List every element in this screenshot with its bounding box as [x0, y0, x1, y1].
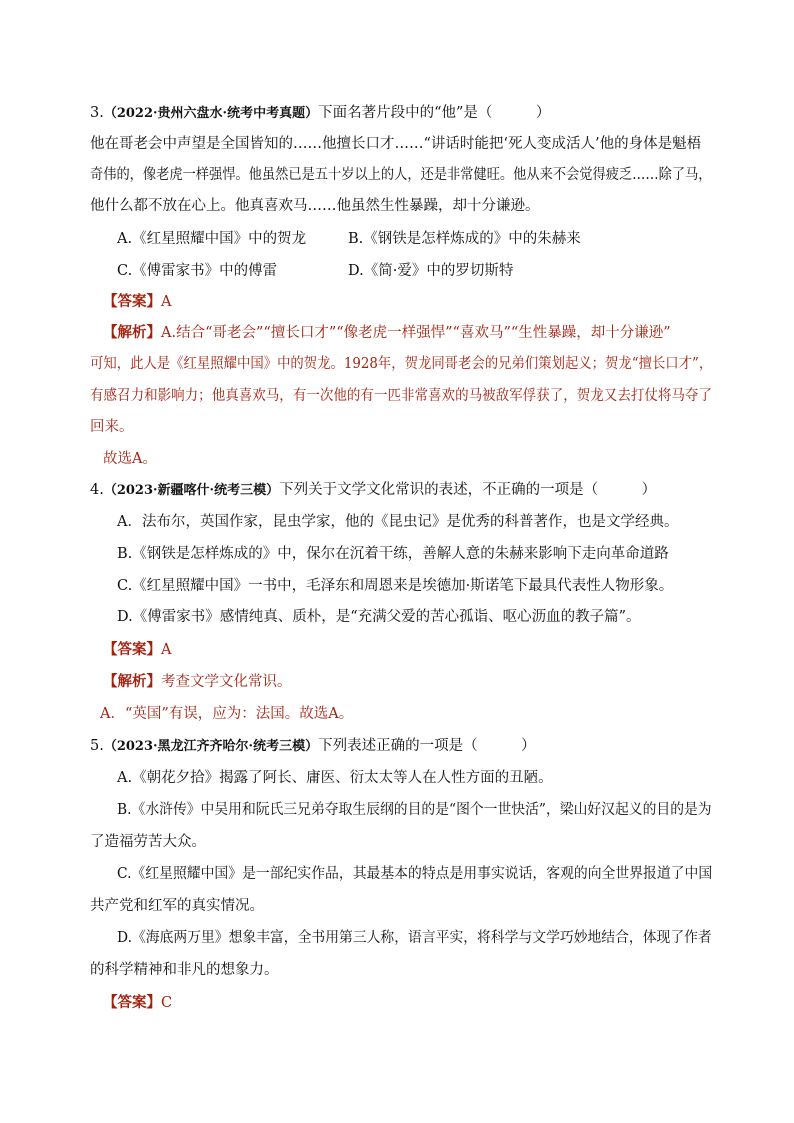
q3-source: （2022·贵州六盘水·统考中考真题）	[103, 106, 319, 121]
q3-stem: 下面名著片段中的“他”是（ ）	[318, 105, 551, 121]
q3-option-c: C.《傅雷家书》中的傅雷	[117, 263, 278, 279]
q4-answer-value: A	[161, 642, 172, 658]
q4-stem-line	[90, 480, 656, 501]
q5-option-b-line-1: B.《水浒传》中吴用和阮氏三兄弟夺取生辰纲的目的是“图个一世快活”，梁山好汉起义的目的是为	[117, 802, 712, 818]
q5-stem: 下列表述正确的一项是（ ）	[318, 738, 536, 754]
q5-option-c-line-2: 共产党和红军的真实情况。	[90, 898, 264, 914]
q3-analysis-line-4: 回来。	[90, 419, 134, 435]
q4-analysis-tag: 【解析】	[103, 673, 161, 690]
q3-passage-line-2: 奇伟的，像老虎一样强悍。他虽然已是五十岁以上的人，还是非常健旺。他从来不会觉得疲乏……除了马，	[90, 167, 712, 183]
q3-number: 3.	[90, 105, 104, 121]
q5-answer-tag: 【答案】	[103, 994, 161, 1011]
q5-option-c-line-1: C.《红星照耀中国》是一部纪实作品，其最基本的特点是用事实说话，客观的向全世界报道了中国	[117, 866, 713, 882]
q4-number: 4.	[90, 482, 104, 498]
q5-option-a: A.《朝花夕拾》揭露了阿长、庸医、衍太太等人在人性方面的丑陋。	[117, 770, 553, 786]
q3-analysis-line-3: 有感召力和影响力；他真喜欢马，有一次他的有一匹非常喜欢的马被敌军俘获了，贺龙又去打仗将马夺了	[90, 388, 712, 404]
q4-analysis-text: 考查文学文化常识。	[161, 674, 292, 690]
q3-analysis-text-1: A.结合“哥老会”“擅长口才”“像老虎一样强悍”“喜欢马”“生性暴躁，却十分谦逊”	[161, 325, 671, 341]
q4-conclusion: A．“英国”有误，应为：法国。故选A。	[100, 706, 354, 722]
q5-option-d-line-1: D.《海底两万里》想象丰富，全书用第三人称，语言平实，将科学与文学巧妙地结合，体现了作者	[117, 930, 712, 946]
q3-option-b: B.《钢铁是怎样炼成的》中的朱赫来	[348, 231, 581, 247]
q5-number: 5.	[90, 738, 104, 754]
q3-passage-line-1: 他在哥老会中声望是全国皆知的……他擅长口才……“讲话时能把‘死人变成活人’他的身体是魁梧	[90, 136, 702, 152]
q3-analysis-line-2: 可知，此人是《红星照耀中国》中的贺龙。1928年，贺龙同哥老会的兄弟们策划起义；贺龙“擅长口才”，	[90, 356, 713, 372]
q3-analysis-line-1	[103, 323, 671, 343]
q3-option-a: A.《红星照耀中国》中的贺龙	[117, 231, 307, 247]
q5-option-d-line-2: 的科学精神和非凡的想象力。	[90, 962, 279, 978]
q3-passage-line-3: 他什么都不放在心上。他真喜欢马……他虽然生性暴躁，却十分谦逊。	[90, 198, 540, 214]
q5-stem-line	[90, 736, 536, 757]
q4-stem: 下列关于文学文化常识的表述，不正确的一项是（ ）	[279, 482, 657, 498]
q4-option-b: B.《钢铁是怎样炼成的》中，保尔在沉着干练，善解人意的朱赫来影响下走向革命道路	[117, 546, 669, 562]
q3-analysis-tag: 【解析】	[103, 324, 161, 341]
q3-option-d: D.《简·爱》中的罗切斯特	[348, 263, 514, 279]
q4-option-a: A．法布尔，英国作家，昆虫学家，他的《昆虫记》是优秀的科普著作，也是文学经典。	[117, 514, 679, 530]
q4-source: （2023·新疆喀什·统考三模）	[103, 483, 280, 498]
q3-answer-tag: 【答案】	[103, 293, 161, 310]
q4-option-d: D.《傅雷家书》感情纯真、质朴，是“充满父爱的苦心孤诣、呕心沥血的教子篇”。	[117, 609, 641, 625]
q5-option-b-line-2: 了造福劳苦大众。	[90, 834, 206, 850]
q5-source: （2023·黑龙江齐齐哈尔·统考三模）	[103, 739, 319, 754]
q4-option-c: C.《红星照耀中国》一书中，毛泽东和周恩来是埃德加·斯诺笔下最具代表性人物形象。	[117, 578, 674, 594]
q5-answer	[103, 993, 172, 1013]
q3-stem-line	[90, 103, 550, 124]
q3-answer	[103, 292, 171, 312]
q4-answer	[103, 640, 171, 660]
q5-answer-value: C	[161, 995, 173, 1011]
q4-answer-tag: 【答案】	[103, 641, 161, 658]
q3-answer-value: A	[161, 294, 172, 310]
q3-conclusion: 故选A。	[103, 451, 157, 467]
q4-analysis-line	[103, 672, 292, 692]
